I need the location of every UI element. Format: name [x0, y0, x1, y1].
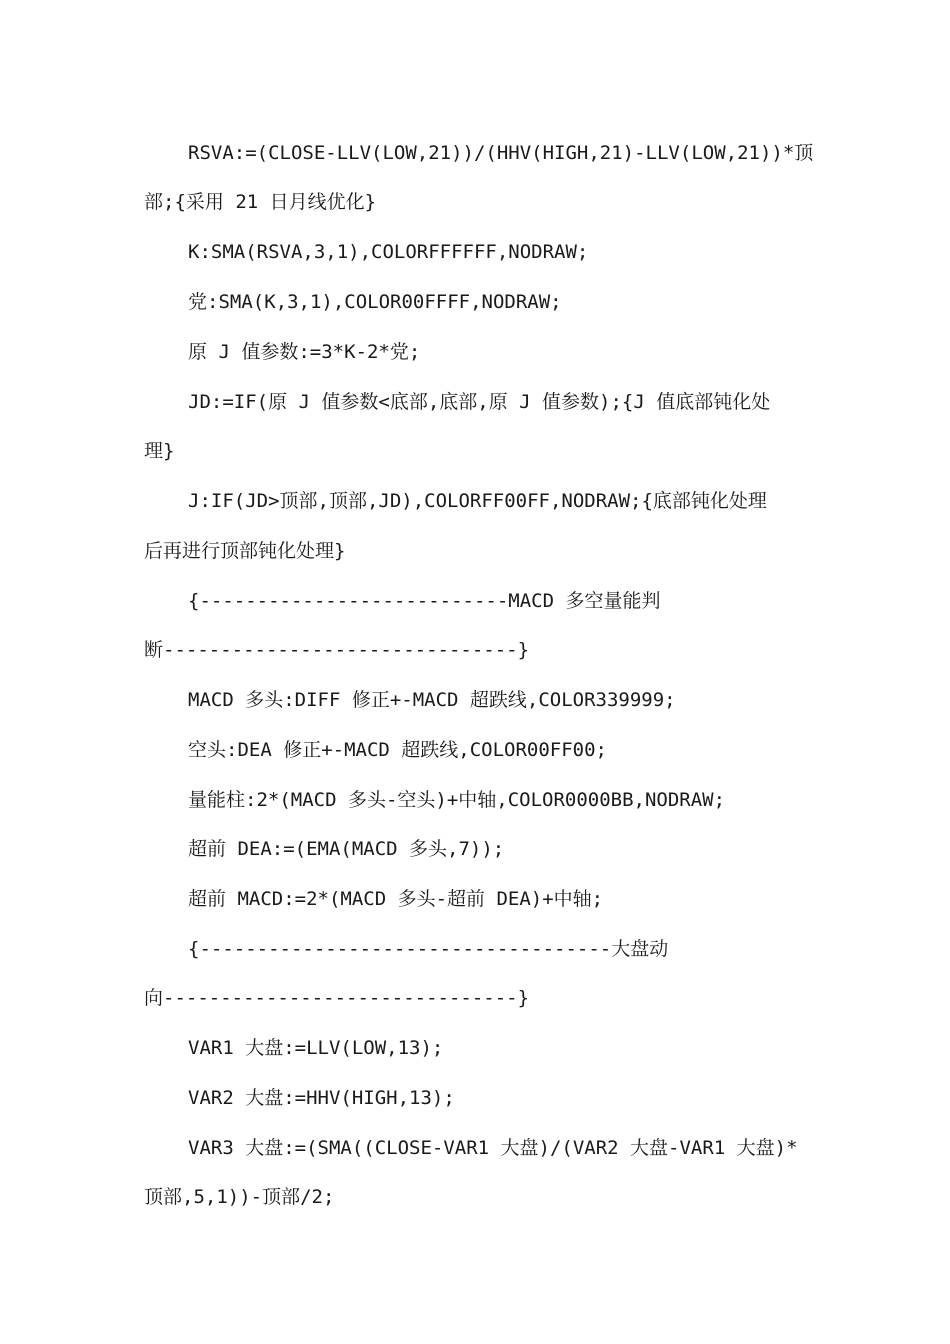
- code-line-rsva-cont: 部;{采用 21 日月线优化}: [144, 191, 377, 213]
- code-line-lead-macd: 超前 MACD:=2*(MACD 多头-超前 DEA)+中轴;: [188, 888, 604, 910]
- code-line-j-cont: 后再进行顶部钝化处理}: [144, 540, 346, 562]
- code-line-dang: 党:SMA(K,3,1),COLOR00FFFF,NODRAW;: [188, 291, 562, 313]
- code-line-bear: 空头:DEA 修正+-MACD 超跌线,COLOR00FF00;: [188, 739, 607, 761]
- section-divider-market: {------------------------------------大盘动: [188, 938, 669, 960]
- code-line-j-param: 原 J 值参数:=3*K-2*党;: [188, 341, 421, 363]
- code-line-rsva: RSVA:=(CLOSE-LLV(LOW,21))/(HHV(HIGH,21)-LLV(LOW,21))*顶: [188, 142, 814, 164]
- code-line-jd-cont: 理}: [144, 440, 175, 462]
- section-divider-market-cont: 向-------------------------------}: [144, 987, 530, 1009]
- code-line-k: K:SMA(RSVA,3,1),COLORFFFFFF,NODRAW;: [188, 241, 589, 263]
- code-line-var1: VAR1 大盘:=LLV(LOW,13);: [188, 1037, 444, 1059]
- code-line-var2: VAR2 大盘:=HHV(HIGH,13);: [188, 1087, 455, 1109]
- section-divider-macd-cont: 断-------------------------------}: [144, 639, 530, 661]
- section-divider-macd: {---------------------------MACD 多空量能判: [188, 590, 661, 612]
- code-line-macd-bull: MACD 多头:DIFF 修正+-MACD 超跌线,COLOR339999;: [188, 689, 676, 711]
- code-line-volume-bar: 量能柱:2*(MACD 多头-空头)+中轴,COLOR0000BB,NODRAW;: [188, 789, 726, 811]
- code-line-jd: JD:=IF(原 J 值参数<底部,底部,原 J 值参数);{J 值底部钝化处: [188, 391, 771, 413]
- code-line-lead-dea: 超前 DEA:=(EMA(MACD 多头,7));: [188, 838, 505, 860]
- code-line-var3: VAR3 大盘:=(SMA((CLOSE-VAR1 大盘)/(VAR2 大盘-VAR1 大盘)*: [188, 1137, 798, 1159]
- code-line-var3-cont: 顶部,5,1))-顶部/2;: [144, 1186, 335, 1208]
- code-line-j: J:IF(JD>顶部,顶部,JD),COLORFF00FF,NODRAW;{底部钝化处理: [188, 490, 767, 512]
